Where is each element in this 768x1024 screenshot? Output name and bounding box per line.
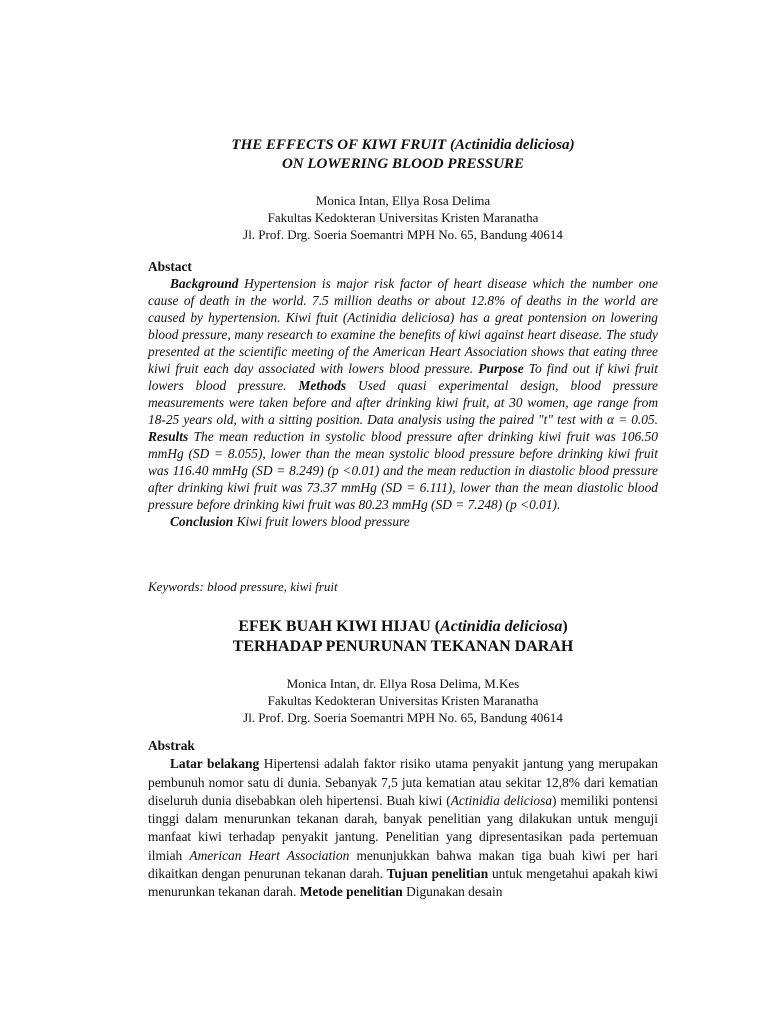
english-abstract-body: Background Hypertension is major risk factor of heart disease which the number one cause of death in the world. 7.5 million deaths or about 12.8% of deaths in the world are caused by hypertension. Kiwi ftuit (Actinidia deliciosa) has a great pontension on lowering blood pressure, many research to examine the benefits of kiwi against heart disease. The study presented at the scientific meeting of the American Heart Association shows that eating three kiwi fruit each day associated with lowers blood pressure. Purpose To find out if kiwi fruit lowers blood pressure. Methods Used quasi experimental design, blood pressure measurements were taken before and after drinking kiwi fruit, at 30 women, age range from 18-25 years old, with a sitting position. Data analysis using the paired "t" test with α = 0.05. Results The mean reduction in systolic blood pressure after drinking kiwi fruit was 106.50 mmHg (SD = 8.055), lower than the mean systolic blood pressure before drinking kiwi fruit was 116.40 mmHg (SD = 8.249) (p <0.01) and the mean reduction in diastolic blood pressure after drinking kiwi fruit was 73.37 mmHg (SD = 6.111), lower than the mean diastolic blood pressure before drinking kiwi fruit was 80.23 mmHg (SD = 7.248) (p <0.01).	[148, 276, 659, 512]
background-label: Background	[170, 276, 239, 291]
indonesian-title-line-2: TERHADAP PENURUNAN TEKANAN DARAH	[232, 638, 574, 655]
indonesian-address: Jl. Prof. Drg. Soeria Soemantri MPH No. 65, Bandung 40614	[243, 710, 563, 725]
english-keywords: Keywords: blood pressure, kiwi fruit	[148, 579, 338, 594]
results-label: Results	[148, 429, 189, 444]
english-title-line-2: ON LOWERING BLOOD PRESSURE	[281, 156, 525, 172]
indonesian-abstract-heading: Abstrak	[148, 738, 195, 753]
indonesian-abstract-body: Latar belakang Hipertensi adalah faktor risiko utama penyakit jantung yang merupakan pembunuh nomor satu di dunia. Sebanyak 7,5 juta kematian atau sekitar 12,8% dari kematian diseluruh dunia disebabkan oleh hipertensi. Buah kiwi (Actinidia deliciosa) memiliki pontensi tinggi dalam menurunkan tekanan darah, banyak penelitian yang dilakukan untuk menguji manfaat kiwi terhadap penyakit jantung. Penelitian yang dipresentasikan pada pertemuan ilmiah American Heart Association menunjukkan bahwa makan tiga buah kiwi per hari dikaitkan dengan penurunan tekanan darah. Tujuan penelitian untuk mengetahui apakah kiwi menurunkan tekanan darah. Metode penelitian Digunakan desain	[148, 756, 658, 900]
conclusion-label: Conclusion	[170, 514, 234, 529]
indonesian-affiliation: Fakultas Kedokteran Universitas Kristen Maranatha	[267, 693, 539, 708]
english-title-line-1: THE EFFECTS OF KIWI FRUIT (Actinidia deliciosa)	[231, 137, 575, 153]
indonesian-abstract	[148, 737, 658, 902]
english-address: Jl. Prof. Drg. Soeria Soemantri MPH No. 65, Bandung 40614	[243, 227, 563, 242]
english-abstract	[148, 258, 658, 530]
english-authors: Monica Intan, Ellya Rosa Delima	[315, 193, 491, 208]
english-abstract-heading: Abstact	[148, 259, 192, 274]
indonesian-title-line-1: EFEK BUAH KIWI HIJAU (Actinidia deliciosa)	[238, 618, 568, 635]
english-affiliation: Fakultas Kedokteran Universitas Kristen Maranatha	[267, 210, 539, 225]
english-conclusion: Conclusion Kiwi fruit lowers blood pressure	[170, 514, 410, 529]
purpose-label: Purpose	[478, 361, 524, 376]
english-title	[148, 136, 658, 174]
tujuan-penelitian-label: Tujuan penelitian	[386, 866, 489, 882]
metode-penelitian-label: Metode penelitian	[299, 884, 403, 900]
indonesian-author-block	[148, 675, 658, 726]
latar-belakang-label: Latar belakang	[170, 756, 260, 772]
methods-label: Methods	[298, 378, 347, 393]
indonesian-title	[148, 617, 658, 657]
indonesian-authors: Monica Intan, dr. Ellya Rosa Delima, M.Kes	[286, 676, 520, 691]
english-author-block	[148, 192, 658, 243]
